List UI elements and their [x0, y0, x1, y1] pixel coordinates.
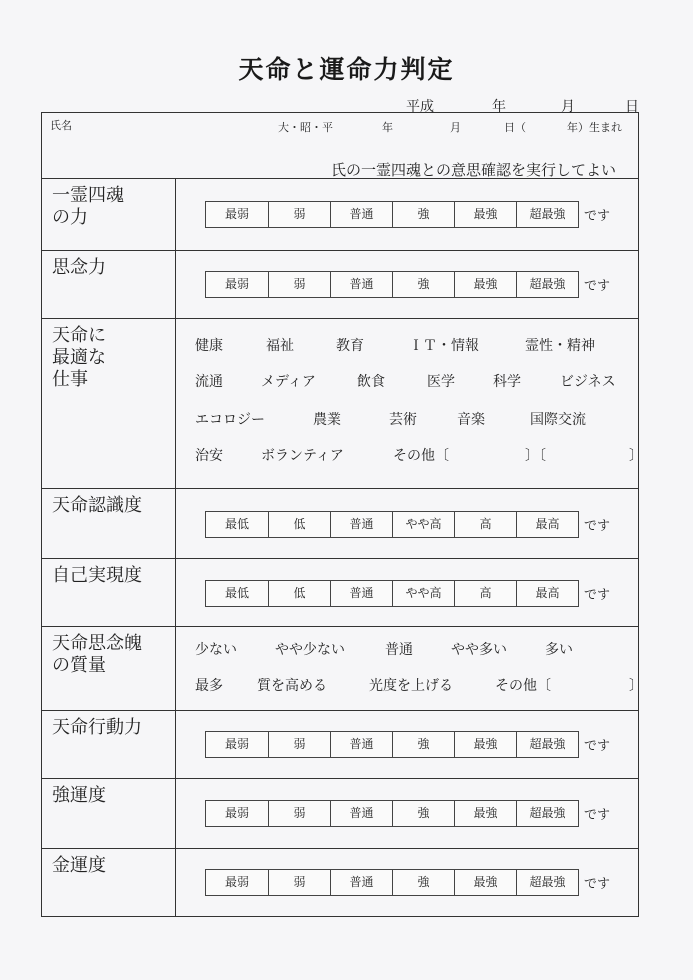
- scale-option[interactable]: 高: [454, 512, 516, 537]
- scale-option[interactable]: 最弱: [224, 277, 249, 291]
- scale-option[interactable]: 最強: [454, 272, 516, 297]
- row-tenmei-job: [42, 319, 643, 489]
- name-label: 氏名: [50, 119, 72, 132]
- name-section: [42, 113, 638, 179]
- quality-option[interactable]: 多い: [545, 642, 573, 658]
- desu-suffix: です: [584, 808, 611, 823]
- job-option[interactable]: ビジネス: [560, 374, 616, 390]
- quality-option[interactable]: やや少ない: [275, 642, 345, 658]
- job-option[interactable]: エコロジー: [195, 412, 265, 428]
- desu-suffix: です: [584, 739, 611, 754]
- job-option[interactable]: 霊性・精神: [525, 338, 595, 354]
- job-option[interactable]: ＩＴ・情報: [409, 338, 479, 354]
- job-option[interactable]: 芸術: [389, 412, 417, 428]
- scale-option[interactable]: 強: [392, 732, 454, 757]
- row-label: 自己実現度: [42, 559, 176, 626]
- scale-option[interactable]: 最強: [454, 732, 516, 757]
- quality-bracket: 〕: [629, 678, 643, 694]
- scale-option[interactable]: 最弱: [224, 737, 249, 751]
- scale-option[interactable]: 最高: [516, 581, 578, 606]
- job-option[interactable]: 農業: [313, 412, 341, 428]
- scale-option[interactable]: 超最強: [516, 801, 578, 826]
- job-option[interactable]: メディア: [261, 374, 316, 390]
- job-option[interactable]: 飲食: [357, 374, 385, 390]
- scale-option[interactable]: 最高: [516, 512, 578, 537]
- row-kyoun: [42, 779, 638, 849]
- row-shinen: [42, 251, 638, 319]
- quality-option[interactable]: 質を高める: [257, 678, 327, 694]
- row-label: 一霊四魂 の力: [42, 179, 176, 250]
- job-option[interactable]: 流通: [195, 374, 223, 390]
- scale-option[interactable]: 超最強: [516, 732, 578, 757]
- scale-option[interactable]: 弱: [268, 202, 330, 227]
- row-label: 天命行動力: [42, 711, 176, 778]
- quality-option[interactable]: 普通: [385, 642, 413, 658]
- scale-option[interactable]: 弱: [268, 870, 330, 895]
- job-option[interactable]: その他〔: [393, 448, 449, 464]
- scale-option[interactable]: 弱: [268, 801, 330, 826]
- row-jiko-jitsugen: [42, 559, 638, 627]
- scale-option[interactable]: 強: [392, 870, 454, 895]
- job-option[interactable]: 治安: [195, 448, 223, 464]
- scale-option[interactable]: 最低: [224, 586, 249, 600]
- scale-option[interactable]: 低: [268, 512, 330, 537]
- scale-option[interactable]: 強: [392, 801, 454, 826]
- quality-option[interactable]: 最多: [195, 678, 223, 694]
- quality-option[interactable]: 少ない: [195, 642, 237, 658]
- scale-option[interactable]: 最強: [454, 801, 516, 826]
- job-option[interactable]: 医学: [427, 374, 455, 390]
- desu-suffix: です: [584, 209, 611, 224]
- birth-era-options: 大・昭・平: [278, 121, 333, 134]
- date-month: 月: [561, 99, 575, 115]
- scale-option[interactable]: 弱: [268, 272, 330, 297]
- job-option[interactable]: 教育: [336, 338, 364, 354]
- level-scale: [205, 580, 610, 607]
- job-option[interactable]: 科学: [493, 374, 521, 390]
- power-scale: [205, 731, 610, 758]
- desu-suffix: です: [584, 519, 611, 534]
- job-option[interactable]: 福祉: [266, 338, 294, 354]
- row-ninshiki: [42, 489, 638, 559]
- row-action: [42, 711, 638, 779]
- scale-option[interactable]: 普通: [330, 732, 392, 757]
- scale-option[interactable]: 最強: [454, 202, 516, 227]
- scale-option[interactable]: 普通: [330, 801, 392, 826]
- row-label: 天命認識度: [42, 489, 176, 558]
- date-era: 平成: [406, 99, 434, 115]
- date-year: 年: [492, 99, 506, 115]
- power-scale: [205, 201, 610, 228]
- consent-text: 氏の一霊四魂との意思確認を実行してよい: [330, 161, 616, 179]
- scale-option[interactable]: 超最強: [516, 272, 578, 297]
- power-scale: [205, 800, 610, 827]
- date-day: 日: [625, 99, 639, 115]
- row-label: 思念力: [42, 251, 176, 318]
- scale-option[interactable]: 最弱: [224, 875, 249, 889]
- job-option[interactable]: 国際交流: [530, 412, 586, 428]
- row-label: 天命に 最適な 仕事: [42, 319, 176, 488]
- scale-option[interactable]: 最弱: [224, 207, 249, 221]
- row-label: 金運度: [42, 849, 176, 916]
- job-option[interactable]: 音楽: [457, 412, 485, 428]
- scale-option[interactable]: 普通: [330, 581, 392, 606]
- job-option[interactable]: 健康: [195, 338, 223, 354]
- form-frame: [41, 112, 643, 917]
- job-bracket: 〕〔: [525, 448, 546, 464]
- birth-year: 年: [382, 121, 393, 134]
- scale-option[interactable]: 普通: [330, 202, 392, 227]
- level-scale: [205, 511, 610, 538]
- scale-option[interactable]: やや高: [392, 581, 454, 606]
- quality-option[interactable]: その他〔: [495, 678, 551, 694]
- scale-option[interactable]: 普通: [330, 870, 392, 895]
- scale-option[interactable]: 強: [392, 272, 454, 297]
- scale-option[interactable]: 高: [454, 581, 516, 606]
- age-born: 年）生まれ: [567, 121, 622, 134]
- row-quality: [42, 627, 643, 711]
- scale-option[interactable]: 最強: [454, 870, 516, 895]
- scale-option[interactable]: 超最強: [516, 870, 578, 895]
- desu-suffix: です: [584, 279, 611, 294]
- scale-option[interactable]: 普通: [330, 272, 392, 297]
- quality-option[interactable]: やや多い: [451, 642, 507, 658]
- job-option[interactable]: ボランティア: [261, 448, 344, 464]
- scale-option[interactable]: 弱: [268, 732, 330, 757]
- desu-suffix: です: [584, 877, 611, 892]
- row-label: 強運度: [42, 779, 176, 848]
- job-bracket: 〕: [629, 448, 643, 464]
- scale-option[interactable]: 最弱: [224, 806, 249, 820]
- scale-option[interactable]: 低: [268, 581, 330, 606]
- scale-option[interactable]: 最低: [224, 517, 249, 531]
- birth-day-age: 日（: [504, 121, 526, 134]
- row-label: 天命思念魄 の質量: [42, 627, 176, 710]
- scale-option[interactable]: 普通: [330, 512, 392, 537]
- scale-option[interactable]: 強: [392, 202, 454, 227]
- power-scale: [205, 869, 610, 896]
- power-scale: [205, 271, 610, 298]
- scale-option[interactable]: 超最強: [516, 202, 578, 227]
- desu-suffix: です: [584, 588, 611, 603]
- row-ichirei-shikon: [42, 179, 638, 251]
- birth-month: 月: [450, 121, 461, 134]
- page-title: 天命と運命力判定: [238, 55, 455, 84]
- scale-option[interactable]: やや高: [392, 512, 454, 537]
- quality-option[interactable]: 光度を上げる: [369, 678, 453, 694]
- row-kinun: [42, 849, 638, 916]
